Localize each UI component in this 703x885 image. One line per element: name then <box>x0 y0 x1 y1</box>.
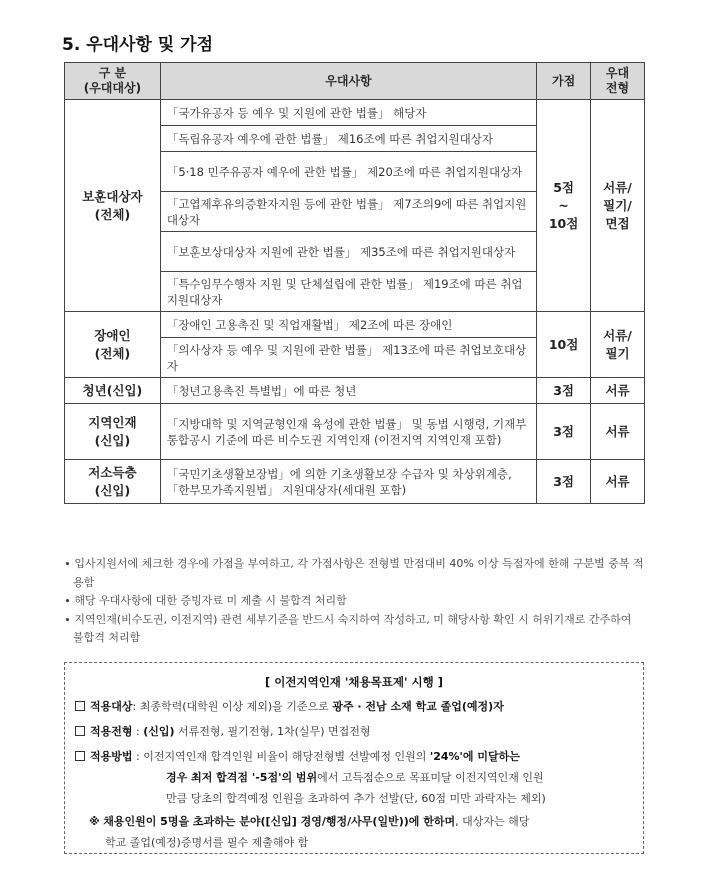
category-cell: 청년(신입) <box>65 378 161 404</box>
category-cell: 장애인 (전체) <box>65 312 161 378</box>
stage-cell: 서류 <box>591 404 645 460</box>
item-cell: 「5·18 민주유공자 예우에 관한 법률」 제20조에 따른 취업지원대상자 <box>160 152 536 192</box>
target-row: 적용대상: 최종학력(대학원 이상 제외)을 기준으로 광주 · 전남 소재 학교 졸업(예정)자 <box>75 696 504 717</box>
notes-list <box>64 555 644 648</box>
points-cell: 5점 ~ 10점 <box>537 100 591 312</box>
points-cell: 3점 <box>537 404 591 460</box>
header-content: 우대사항 <box>160 63 536 100</box>
table-row <box>65 460 645 504</box>
note-item: ∙ 해당 우대사항에 대한 증빙자료 미 제출 시 불합격 처리함 <box>64 594 347 607</box>
item-cell: 「특수임무수행자 지원 및 단체설립에 관한 법률」 제19조에 따른 취업지원대상자 <box>160 272 536 312</box>
note-item: ∙ 지역인재(비수도권, 이전지역) 관련 세부기준을 반드시 숙지하여 작성하고, 미 해당사항 확인 시 허위기재로 간주하여 불합격 처리함 <box>64 612 632 644</box>
stage-cell: 서류/ 필기/ 면접 <box>591 100 645 312</box>
method-row: 적용방법 : 이전지역인재 합격인원 비율이 해당전형별 선발예정 인원의 '24%'에 미달하는 <box>75 746 520 767</box>
table-row <box>65 100 645 126</box>
item-cell: 「지방대학 및 지역균형인재 육성에 관한 법률」 및 동법 시행령, 기재부 통합공시 기준에 따른 비수도권 지역인재 (이전지역 지역인재 포함) <box>160 404 536 460</box>
footnote-row-2: 학교 졸업(예정)증명서를 필수 제출해야 함 <box>105 836 309 849</box>
table-row <box>65 378 645 404</box>
points-cell: 3점 <box>537 460 591 504</box>
target-system-box <box>64 662 644 854</box>
method-row-2: 경우 최저 합격점 '-5점'의 범위에서 고득점순으로 목표미달 이전지역인재 인원 <box>166 771 544 784</box>
stage-cell: 서류/ 필기 <box>591 312 645 378</box>
header-category: 구 분 (우대대상) <box>65 63 161 100</box>
points-cell: 10점 <box>537 312 591 378</box>
category-cell: 지역인재 (신입) <box>65 404 161 460</box>
method-row-3: 만큼 당초의 합격예정 인원을 초과하여 추가 선발(단, 60점 미만 과락자는 제외) <box>166 792 546 805</box>
category-cell: 보훈대상자 (전체) <box>65 100 161 312</box>
category-cell: 저소득층 (신입) <box>65 460 161 504</box>
header-stage: 우대 전형 <box>591 63 645 100</box>
section-heading: 5. 우대사항 및 가점 <box>62 35 213 55</box>
type-row: 적용전형 : (신입) 서류전형, 필기전형, 1차(실무) 면접전형 <box>75 721 370 742</box>
item-cell: 「국민기초생활보장법」에 의한 기초생활보장 수급자 및 차상위계층, 「한부모가족지원법」 지원대상자(세대원 포함) <box>160 460 536 504</box>
item-cell: 「고엽제후유의증환자지원 등에 관한 법률」 제7조의9에 따른 취업지원대상자 <box>160 192 536 232</box>
note-item: ∙ 입사지원서에 체크한 경우에 가점을 부여하고, 각 가점사항은 전형별 만점대비 40% 이상 득점자에 한해 구분별 중복 적용함 <box>64 557 644 589</box>
item-cell: 「국가유공자 등 예우 및 지원에 관한 법률」 해당자 <box>160 100 536 126</box>
header-points: 가점 <box>537 63 591 100</box>
footnote-row: ※ 채용인원이 5명을 초과하는 분야([신입] 경영/행정/사무(일반))에 한하며, 대상자는 해당 <box>89 815 530 828</box>
checkbox-icon <box>75 701 85 711</box>
stage-cell: 서류 <box>591 378 645 404</box>
table-row <box>65 312 645 338</box>
item-cell: 「청년고용촉진 특별법」에 따른 청년 <box>160 378 536 404</box>
item-cell: 「의사상자 등 예우 및 지원에 관한 법률」 제13조에 따른 취업보호대상자 <box>160 338 536 378</box>
points-cell: 3점 <box>537 378 591 404</box>
stage-cell: 서류 <box>591 460 645 504</box>
item-cell: 「보훈보상대상자 지원에 관한 법률」 제35조에 따른 취업지원대상자 <box>160 232 536 272</box>
item-cell: 「독립유공자 예우에 관한 법률」 제16조에 따른 취업지원대상자 <box>160 126 536 152</box>
checkbox-icon <box>75 751 85 761</box>
table-row <box>65 404 645 460</box>
item-cell: 「장애인 고용촉진 및 직업재활법」 제2조에 따른 장애인 <box>160 312 536 338</box>
preference-table <box>64 62 645 504</box>
table-header-row <box>65 63 645 100</box>
box-title: [ 이전지역인재 '채용목표제' 시행 ] <box>265 675 443 689</box>
checkbox-icon <box>75 726 85 736</box>
